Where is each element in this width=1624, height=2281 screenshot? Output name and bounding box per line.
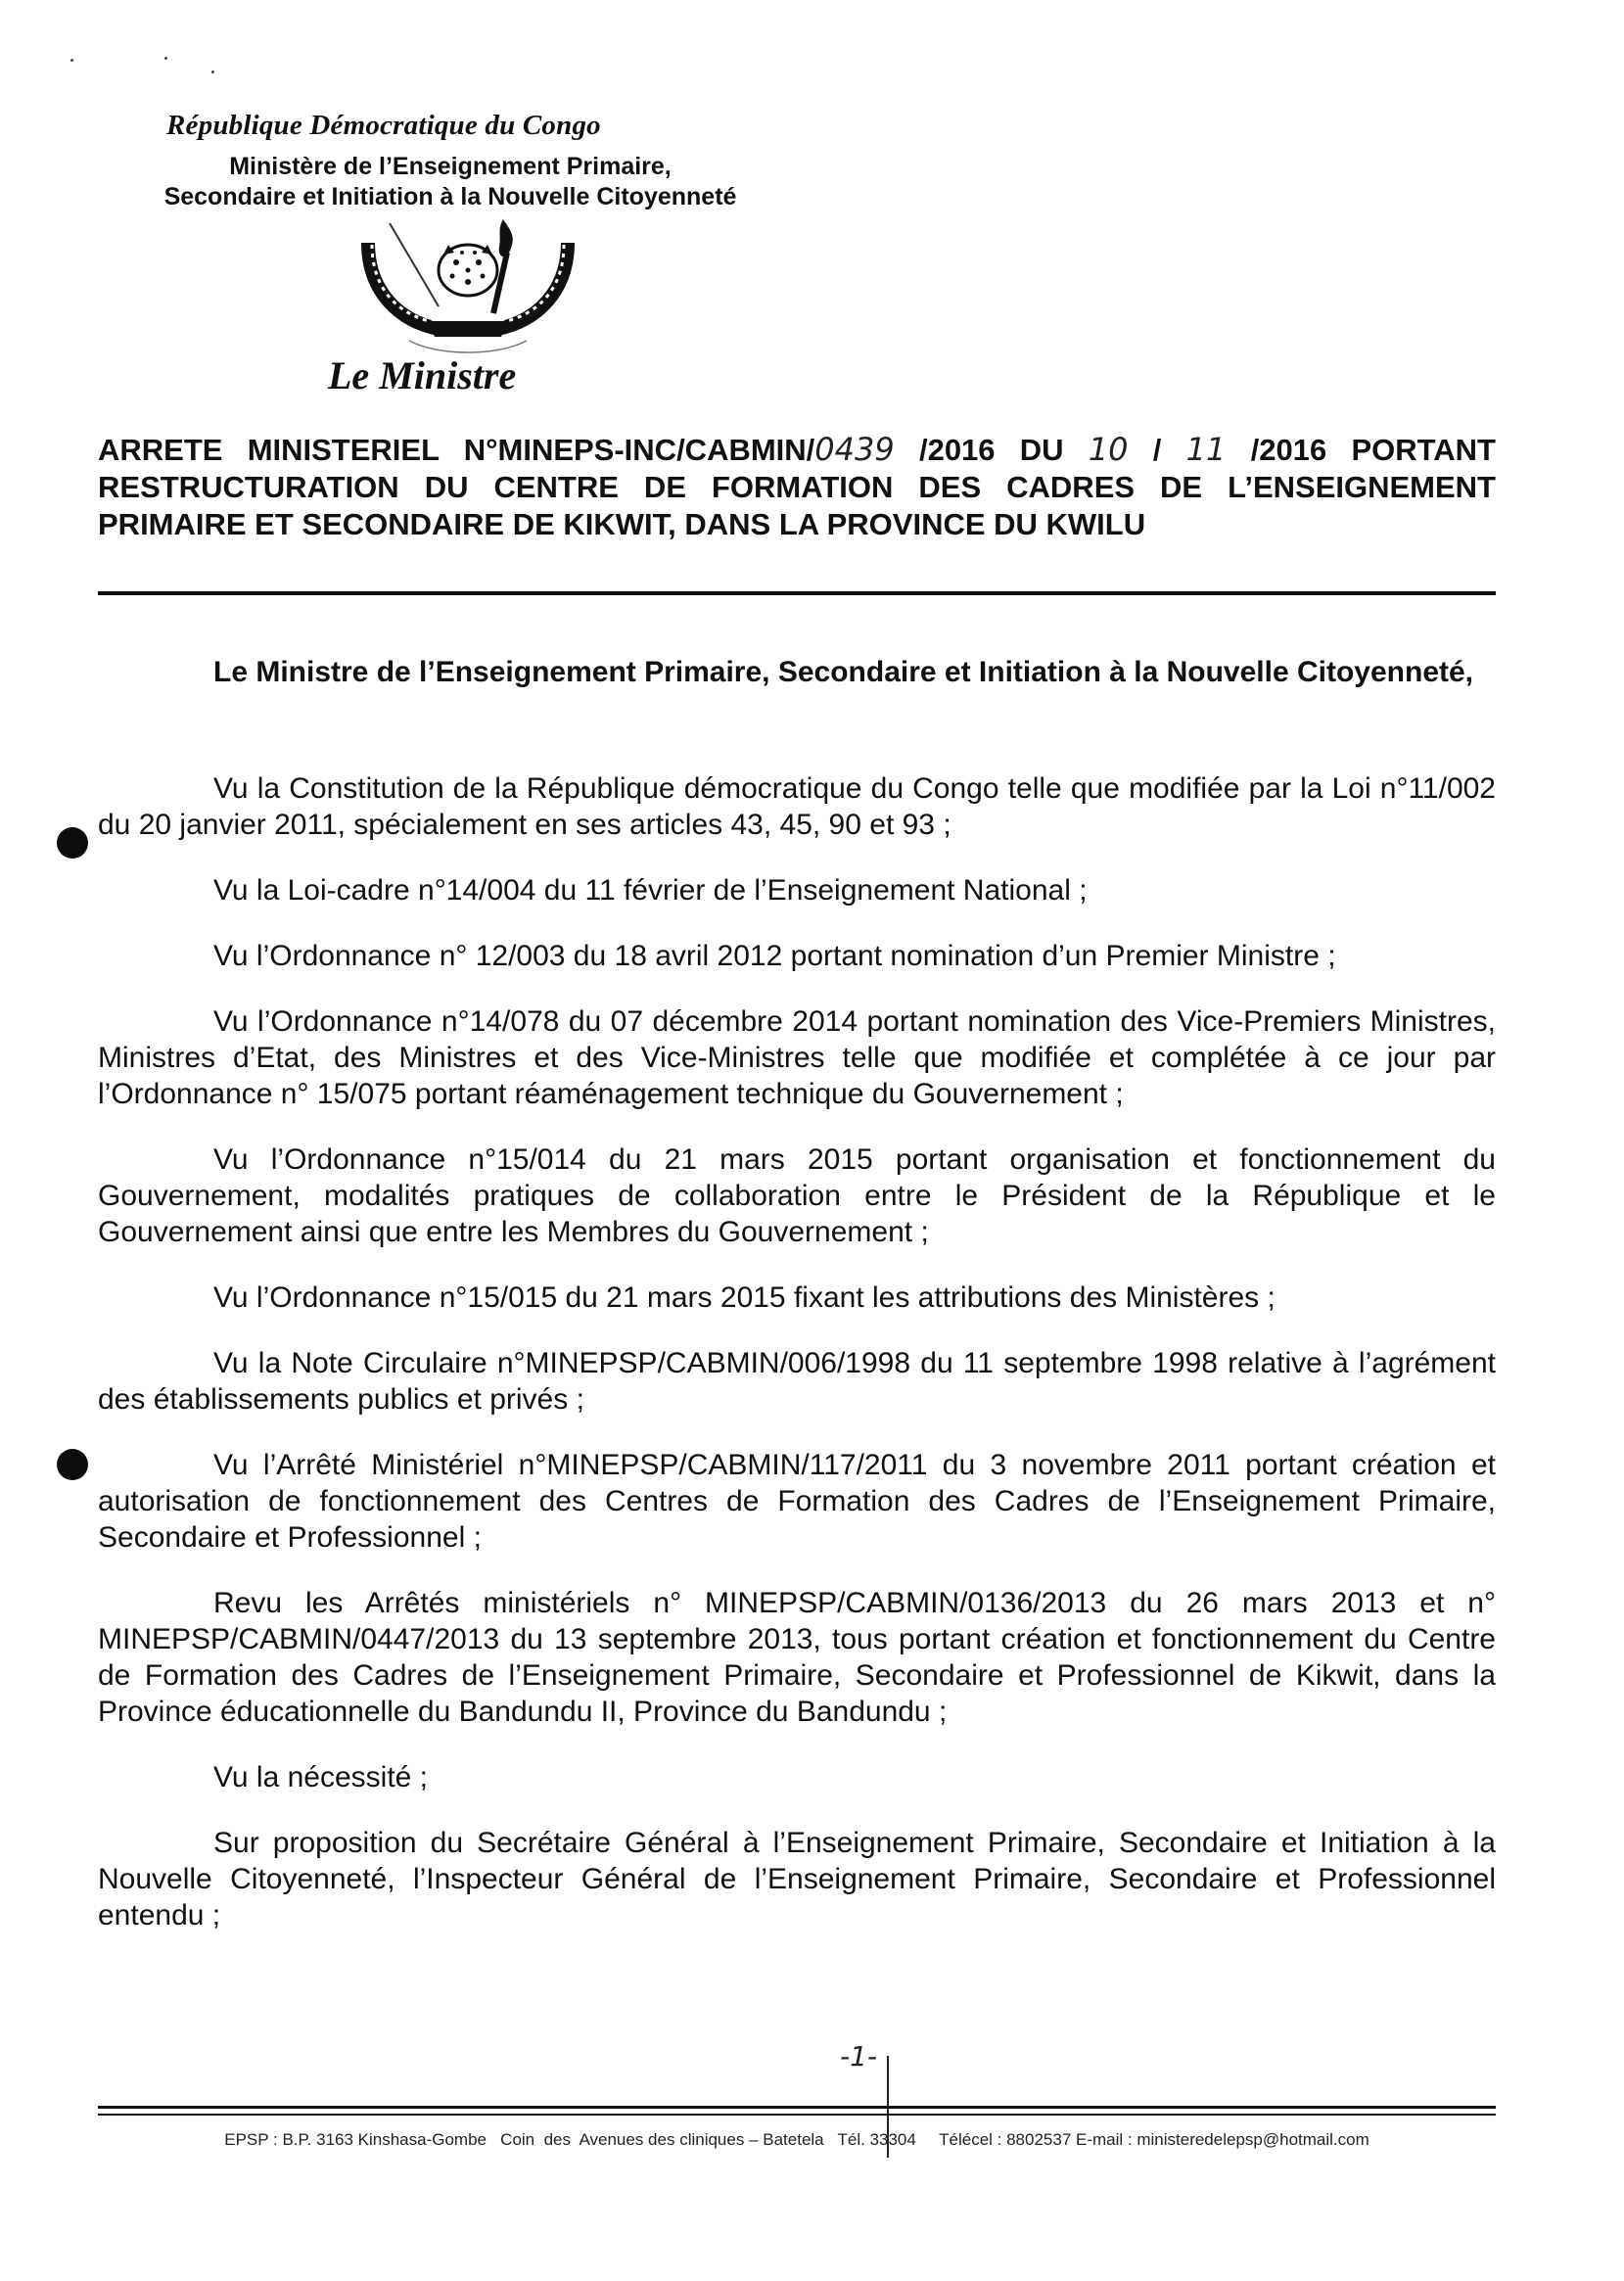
- title-underline: [98, 591, 1496, 595]
- considerations-list: [98, 770, 1496, 1963]
- punch-hole-mark: [57, 1449, 88, 1480]
- coat-of-arms-leopard-icon: [350, 213, 585, 360]
- scan-speck: [211, 70, 214, 73]
- ministry-line: Secondaire et Initiation à la Nouvelle Citoyenneté: [163, 183, 737, 210]
- clause-note-circulaire: Vu la Note Circulaire n°MINEPSP/CABMIN/006/1998 du 11 septembre 1998 relative à l’agrément des établissements publics et privés ;: [98, 1347, 1496, 1416]
- clause-ordonnance-15-014: Vu l’Ordonnance n°15/014 du 21 mars 2015 portant organisation et fonctionnement du Gouvernement, modalités pratiques de collaboration entre le Président de la République et le Gouvernement ainsi que entre les Membres du Gouvernement ;: [98, 1143, 1496, 1248]
- clause-ordonnance-15-015: Vu l’Ordonnance n°15/015 du 21 mars 2015 fixant les attributions des Ministères ;: [213, 1281, 1276, 1314]
- clause-necessite: Vu la nécessité ;: [213, 1761, 429, 1793]
- clause-ordonnance-12-003: Vu l’Ordonnance n° 12/003 du 18 avril 2012 portant nomination d’un Premier Ministre ;: [213, 940, 1336, 972]
- decree-year: /2016 DU: [894, 433, 1089, 467]
- republic-heading: République Démocratique du Congo: [166, 110, 601, 141]
- clause-constitution: Vu la Constitution de la République démocratique du Congo telle que modifiée par la Loi n°11/002 du 20 janvier 2011, spécialement en ses articles 43, 45, 90 et 93 ;: [98, 772, 1496, 841]
- ministry-line: Ministère de l’Enseignement Primaire,: [229, 153, 672, 180]
- handwritten-page-number: -1-: [840, 2040, 878, 2072]
- footer-contact: EPSP : B.P. 3163 Kinshasa-Gombe Coin des Avenues des cliniques – Batetela Tél. 33304 Télécel : 8802537 E-mail : ministeredelepsp@hotmail.com: [224, 2130, 1369, 2149]
- clause-arrete-117-2011: Vu l’Arrêté Ministériel n°MINEPSP/CABMIN/117/2011 du 3 novembre 2011 portant création et autorisation de fonctionnement des Centres de Formation des Cadres de l’Enseignement Primaire, Secondaire et Professionnel ;: [98, 1449, 1496, 1554]
- decree-subject: PORTANT RESTRUCTURATION DU CENTRE DE FORMATION DES CADRES DE L’ENSEIGNEMENT PRIMAIRE ET SECONDAIRE DE KIKWIT, DANS LA PROVINCE DU KWILU: [98, 433, 1496, 541]
- handwritten-day: 10: [1088, 431, 1129, 468]
- handwritten-decree-number: 0439: [814, 431, 895, 468]
- footer-rule: [98, 2106, 1496, 2109]
- footer-rule: [98, 2114, 1496, 2116]
- clause-proposition: Sur proposition du Secrétaire Général à l’Enseignement Primaire, Secondaire et Initiation à la Nouvelle Citoyenneté, l’Inspecteur Général de l’Enseignement Primaire, Secondaire et Professionnel entendu ;: [98, 1827, 1496, 1932]
- date-separator: /: [1128, 433, 1186, 467]
- scan-speck: [70, 59, 73, 62]
- ministry-heading: [98, 152, 803, 212]
- clause-revu-arretes: Revu les Arrêtés ministériels n° MINEPSP/CABMIN/0136/2013 du 26 mars 2013 et n° MINEPSP/CABMIN/0447/2013 du 13 septembre 2013, tous portant création et fonctionnement du Centre de Formation des Cadres de l’Enseignement Primaire, Secondaire et Professionnel de Kikwit, dans la Province éducationnelle du Bandundu II, Province du Bandundu ;: [98, 1587, 1496, 1728]
- decree-title: [98, 431, 1496, 543]
- clause-loi-cadre: Vu la Loi-cadre n°14/004 du 11 février de l’Enseignement National ;: [213, 874, 1088, 907]
- decree-prefix: ARRETE MINISTERIEL N°MINEPS-INC/CABMIN/: [98, 433, 815, 467]
- minister-heading: Le Ministre: [328, 353, 517, 397]
- scan-speck: [164, 57, 167, 60]
- punch-hole-mark: [57, 827, 88, 859]
- clause-ordonnance-14-078: Vu l’Ordonnance n°14/078 du 07 décembre 2014 portant nomination des Vice-Premiers Ministres, Ministres d’Etat, des Ministres et des Vice-Ministres telle que modifiée et complétée à ce jour par l’Ordonnance n° 15/075 portant réaménagement technique du Gouvernement ;: [98, 1005, 1496, 1110]
- decree-year-suffix: /2016: [1226, 433, 1327, 467]
- minister-intro: Le Ministre de l’Enseignement Primaire, Secondaire et Initiation à la Nouvelle Citoyenneté,: [213, 656, 1474, 688]
- handwritten-month: 11: [1185, 431, 1227, 468]
